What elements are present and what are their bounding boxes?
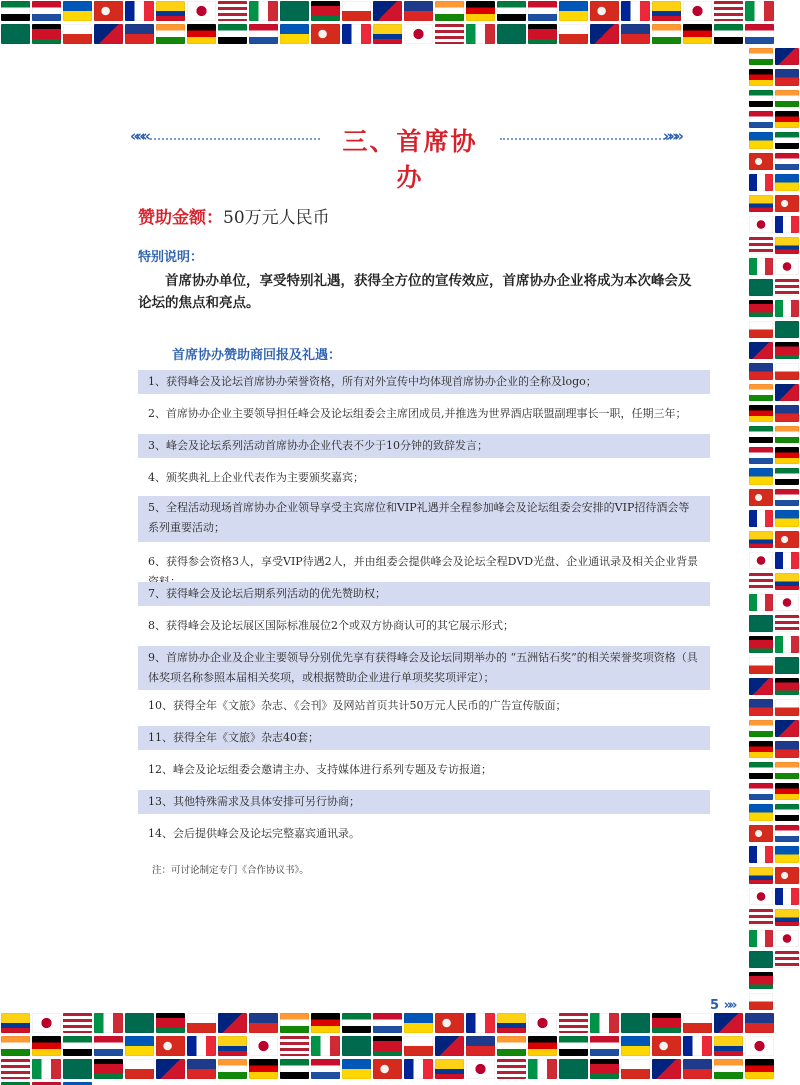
flag-icon <box>652 1036 681 1056</box>
flag-icon <box>652 1013 681 1033</box>
flag-icon <box>749 447 773 464</box>
special-note-text: 首席协办单位，享受特别礼遇，获得全方位的宣传效应，首席协办企业将成为本次峰会及论坛的焦点和亮点。 <box>138 273 692 311</box>
flag-icon <box>497 1 526 21</box>
flag-icon <box>249 24 278 44</box>
flag-icon <box>156 1013 185 1033</box>
flag-icon <box>32 1013 61 1033</box>
flag-icon <box>714 24 743 44</box>
flag-icon <box>749 573 773 590</box>
benefit-item: 7、获得峰会及论坛后期系列活动的优先赞助权； <box>138 582 710 606</box>
flag-icon <box>745 1013 774 1033</box>
flag-icon <box>528 1059 557 1079</box>
flag-icon <box>714 1059 743 1079</box>
flag-icon <box>749 909 773 926</box>
flag-icon <box>714 1 743 21</box>
flag-icon <box>373 1059 402 1079</box>
flag-icon <box>621 24 650 44</box>
flag-icon <box>311 1 340 21</box>
flag-icon <box>94 24 123 44</box>
benefit-item: 4、颁奖典礼上企业代表作为主要颁奖嘉宾； <box>148 471 364 484</box>
flag-icon <box>714 1036 743 1056</box>
flag-icon <box>775 909 799 926</box>
flag-icon <box>32 24 61 44</box>
flag-icon <box>775 846 799 863</box>
flag-icon <box>749 615 773 632</box>
flag-icon <box>32 1059 61 1079</box>
flag-icon <box>749 531 773 548</box>
flag-icon <box>749 846 773 863</box>
flag-icon <box>280 1013 309 1033</box>
flag-icon <box>435 1036 464 1056</box>
flag-icon <box>590 1059 619 1079</box>
flag-icon <box>749 741 773 758</box>
flag-icon <box>373 1013 402 1033</box>
flag-icon <box>775 867 799 884</box>
flag-icon <box>749 888 773 905</box>
flag-icon <box>497 1059 526 1079</box>
flag-icon <box>497 1013 526 1033</box>
flag-icon <box>775 321 799 338</box>
flag-icon <box>311 24 340 44</box>
flag-border-bottom <box>0 1012 800 1085</box>
flag-icon <box>621 1059 650 1079</box>
flag-icon <box>775 804 799 821</box>
flag-icon <box>280 1059 309 1079</box>
flag-icon <box>125 1059 154 1079</box>
flag-icon <box>749 678 773 695</box>
flag-icon <box>249 1059 278 1079</box>
flag-icon <box>775 342 799 359</box>
flag-icon <box>342 1059 371 1079</box>
benefit-item: 1、获得峰会及论坛首席协办荣誉资格，所有对外宣传中均体现首席协办企业的全称及logo； <box>138 370 710 394</box>
flag-icon <box>775 111 799 128</box>
flag-icon <box>749 132 773 149</box>
flag-icon <box>218 1 247 21</box>
flag-icon <box>775 384 799 401</box>
flag-icon <box>775 174 799 191</box>
flag-icon <box>342 1013 371 1033</box>
benefit-item: 2、首席协办企业主要领导担任峰会及论坛组委会主席团成员,并推选为世界酒店联盟副理事长一职，任期三年； <box>148 407 687 420</box>
benefit-item: 11、获得全年《文旅》杂志40套； <box>138 726 710 750</box>
benefit-item: 13、其他特殊需求及具体安排可另行协商； <box>138 790 710 814</box>
flag-icon <box>775 678 799 695</box>
flag-icon <box>466 1 495 21</box>
flag-icon <box>683 1013 712 1033</box>
flag-icon <box>775 216 799 233</box>
flag-icon <box>749 783 773 800</box>
flag-icon <box>749 426 773 443</box>
flag-icon <box>749 867 773 884</box>
flag-icon <box>590 1036 619 1056</box>
flag-icon <box>187 1013 216 1033</box>
flag-icon <box>621 1013 650 1033</box>
benefit-item: 8、获得峰会及论坛展区国际标准展位2个或双方协商认可的其它展示形式； <box>148 619 514 632</box>
flag-icon <box>373 1 402 21</box>
benefit-item: 6、获得参会资格3人，享受VIP待遇2人，并由组委会提供峰会及论坛全程DVD光盘、企业通讯录及相关企业背景 <box>148 555 699 568</box>
flag-icon <box>32 1036 61 1056</box>
flag-icon <box>749 153 773 170</box>
flag-icon <box>373 24 402 44</box>
flag-icon <box>404 1013 433 1033</box>
flag-icon <box>559 1059 588 1079</box>
flag-icon <box>187 24 216 44</box>
flag-icon <box>775 783 799 800</box>
double-chevron-right-icon: »»» <box>662 127 680 145</box>
flag-icon <box>749 111 773 128</box>
amount-label: 赞助金额： <box>138 208 223 228</box>
flag-icon <box>249 1013 278 1033</box>
page-arrow-icon: »» <box>723 998 735 1013</box>
benefits-title: 首席协办赞助商回报及礼遇： <box>172 348 342 363</box>
flag-icon <box>404 1036 433 1056</box>
flag-icon <box>590 1 619 21</box>
flag-icon <box>652 24 681 44</box>
flag-icon <box>156 1036 185 1056</box>
flag-icon <box>749 195 773 212</box>
double-chevron-left-icon: ««« <box>130 127 148 145</box>
flag-icon <box>745 1 774 21</box>
dotted-divider-left <box>150 138 320 140</box>
flag-icon <box>404 1059 433 1079</box>
flag-icon <box>156 24 185 44</box>
flag-icon <box>404 24 433 44</box>
flag-icon <box>775 615 799 632</box>
flag-icon <box>775 951 799 968</box>
flag-icon <box>775 741 799 758</box>
flag-icon <box>749 90 773 107</box>
flag-icon <box>559 1 588 21</box>
page-number <box>710 998 734 1013</box>
flag-icon <box>63 24 92 44</box>
flag-icon <box>749 489 773 506</box>
flag-icon <box>280 1 309 21</box>
flag-icon <box>749 342 773 359</box>
flag-icon <box>652 1059 681 1079</box>
flag-icon <box>775 636 799 653</box>
flag-icon <box>590 24 619 44</box>
benefit-item: 14、会后提供峰会及论坛完整嘉宾通讯录。 <box>148 827 360 840</box>
flag-icon <box>342 24 371 44</box>
flag-icon <box>528 1 557 21</box>
flag-icon <box>749 363 773 380</box>
flag-icon <box>749 510 773 527</box>
flag-icon <box>745 1059 774 1079</box>
flag-icon <box>466 1013 495 1033</box>
flag-icon <box>775 90 799 107</box>
benefit-item: 3、峰会及论坛系列活动首席协办企业代表不少于10分钟的致辞发言； <box>138 434 710 458</box>
flag-icon <box>528 1013 557 1033</box>
flag-icon <box>749 636 773 653</box>
flag-icon <box>775 258 799 275</box>
flag-icon <box>775 48 799 65</box>
flag-icon <box>775 531 799 548</box>
flag-icon <box>63 1036 92 1056</box>
flag-icon <box>280 1036 309 1056</box>
flag-icon <box>497 1036 526 1056</box>
flag-icon <box>775 279 799 296</box>
flag-icon <box>528 24 557 44</box>
flag-icon <box>749 300 773 317</box>
flag-icon <box>342 1 371 21</box>
flag-icon <box>311 1036 340 1056</box>
flag-icon <box>652 1 681 21</box>
flag-icon <box>749 279 773 296</box>
flag-icon <box>775 657 799 674</box>
flag-border-top <box>0 0 800 46</box>
sponsorship-amount <box>138 203 330 228</box>
footnote: 注：可讨论制定专门《合作协议书》。 <box>152 865 309 876</box>
flag-icon <box>775 510 799 527</box>
flag-icon <box>775 573 799 590</box>
flag-icon <box>749 720 773 737</box>
flag-icon <box>749 258 773 275</box>
benefit-item: 9、首席协办企业及企业主要领导分别优先享有获得峰会及论坛同期举办的 “五洲钻石奖”的相关荣誉奖项资格（具体奖项名称参照本届相关奖项，或根据赞助企业进行单项奖奖项评定）； <box>138 646 710 690</box>
flag-icon <box>749 405 773 422</box>
flag-icon <box>218 1059 247 1079</box>
flag-icon <box>249 1036 278 1056</box>
flag-icon <box>749 552 773 569</box>
flag-icon <box>749 216 773 233</box>
flag-icon <box>621 1036 650 1056</box>
flag-icon <box>683 24 712 44</box>
flag-icon <box>775 447 799 464</box>
flag-icon <box>775 930 799 947</box>
amount-value: 50万元人民币 <box>223 208 330 228</box>
flag-icon <box>435 1 464 21</box>
special-note-title: 特别说明： <box>138 250 204 265</box>
flag-icon <box>280 24 309 44</box>
flag-icon <box>497 24 526 44</box>
flag-icon <box>187 1 216 21</box>
flag-icon <box>775 153 799 170</box>
dotted-divider-right <box>500 138 668 140</box>
flag-icon <box>714 1013 743 1033</box>
flag-icon <box>32 1 61 21</box>
flag-icon <box>775 888 799 905</box>
flag-icon <box>218 1036 247 1056</box>
flag-icon <box>749 174 773 191</box>
flag-icon <box>749 972 773 989</box>
flag-icon <box>311 1059 340 1079</box>
flag-icon <box>775 300 799 317</box>
flag-icon <box>749 762 773 779</box>
flag-icon <box>125 1013 154 1033</box>
flag-icon <box>63 1013 92 1033</box>
flag-icon <box>249 1 278 21</box>
flag-icon <box>156 1 185 21</box>
flag-icon <box>775 195 799 212</box>
flag-icon <box>775 132 799 149</box>
flag-icon <box>749 468 773 485</box>
flag-icon <box>125 1 154 21</box>
flag-icon <box>775 825 799 842</box>
flag-icon <box>749 594 773 611</box>
flag-icon <box>435 1059 464 1079</box>
flag-icon <box>775 552 799 569</box>
flag-icon <box>745 24 774 44</box>
flag-icon <box>125 24 154 44</box>
flag-icon <box>775 594 799 611</box>
flag-icon <box>775 363 799 380</box>
flag-icon <box>63 1 92 21</box>
flag-icon <box>373 1036 402 1056</box>
flag-icon <box>1 1 30 21</box>
flag-icon <box>749 951 773 968</box>
flag-icon <box>1 1013 30 1033</box>
flag-icon <box>775 405 799 422</box>
flag-icon <box>749 237 773 254</box>
flag-icon <box>218 1013 247 1033</box>
flag-icon <box>775 468 799 485</box>
flag-icon <box>218 24 247 44</box>
flag-icon <box>621 1 650 21</box>
flag-icon <box>749 657 773 674</box>
flag-icon <box>749 804 773 821</box>
flag-icon <box>342 1036 371 1056</box>
flag-icon <box>775 426 799 443</box>
flag-icon <box>745 1036 774 1056</box>
flag-icon <box>775 237 799 254</box>
flag-icon <box>683 1036 712 1056</box>
flag-icon <box>559 1036 588 1056</box>
flag-icon <box>775 720 799 737</box>
flag-icon <box>749 993 773 1010</box>
flag-icon <box>94 1036 123 1056</box>
flag-icon <box>187 1036 216 1056</box>
flag-icon <box>466 1036 495 1056</box>
flag-icon <box>1 1036 30 1056</box>
page-number-value: 5 <box>710 998 720 1013</box>
flag-icon <box>466 1059 495 1079</box>
flag-icon <box>749 321 773 338</box>
flag-icon <box>94 1059 123 1079</box>
flag-icon <box>404 1 433 21</box>
flag-icon <box>749 48 773 65</box>
flag-icon <box>683 1 712 21</box>
flag-icon <box>435 24 464 44</box>
flag-icon <box>311 1013 340 1033</box>
flag-icon <box>559 24 588 44</box>
flag-icon <box>435 1013 464 1033</box>
benefit-item: 5、全程活动现场首席协办企业领导享受主宾席位和VIP礼遇并全程参加峰会及论坛组委会安排的VIP招待酒会等系列重要活动； <box>138 496 710 542</box>
flag-icon <box>775 699 799 716</box>
flag-icon <box>156 1059 185 1079</box>
flag-icon <box>775 762 799 779</box>
flag-icon <box>749 69 773 86</box>
flag-icon <box>1 24 30 44</box>
flag-icon <box>590 1013 619 1033</box>
flag-icon <box>749 930 773 947</box>
flag-icon <box>1 1059 30 1079</box>
flag-icon <box>187 1059 216 1079</box>
flag-border-right <box>748 46 800 1012</box>
benefit-item: 12、峰会及论坛组委会邀请主办、支持媒体进行系列专题及专访报道； <box>148 763 492 776</box>
flag-icon <box>528 1036 557 1056</box>
flag-icon <box>749 384 773 401</box>
flag-icon <box>125 1036 154 1056</box>
flag-icon <box>775 69 799 86</box>
flag-icon <box>63 1059 92 1079</box>
section-title: 三、首席协办 <box>342 127 478 192</box>
flag-icon <box>94 1013 123 1033</box>
flag-icon <box>559 1013 588 1033</box>
flag-icon <box>775 489 799 506</box>
section-header <box>130 118 690 192</box>
flag-icon <box>466 24 495 44</box>
flag-icon <box>94 1 123 21</box>
benefit-item: 10、获得全年《文旅》杂志、《会刊》及网站首页共计50万元人民币的广告宣传版面； <box>148 699 567 712</box>
flag-icon <box>749 825 773 842</box>
flag-icon <box>749 699 773 716</box>
flag-icon <box>683 1059 712 1079</box>
